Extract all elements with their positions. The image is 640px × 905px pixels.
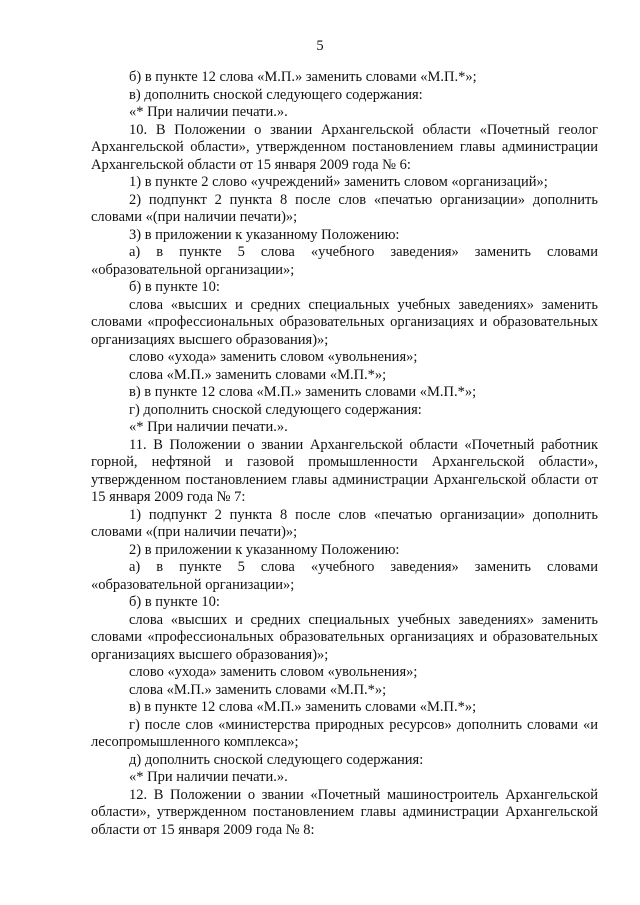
paragraph: 11. В Положении о звании Архангельской области «Почетный работник горной, нефтяной и газовой промышленности Архангельской области», утвержденном постановлением главы администрации Архангельской области от 15 января 2009 года № 7:	[91, 436, 598, 505]
document-body	[91, 69, 598, 839]
paragraph: «* При наличии печати.».	[129, 769, 288, 785]
paragraph: слово «ухода» заменить словом «увольнения»;	[129, 349, 418, 365]
paragraph: слова «М.П.» заменить словами «М.П.*»;	[129, 366, 387, 383]
paragraph: 10. В Положении о звании Архангельской области «Почетный геолог Архангельской области», утвержденном постановлением главы администрации Архангельской области от 15 января 2009 года № 6:	[91, 121, 598, 173]
paragraph: 3) в приложении к указанному Положению:	[129, 226, 400, 243]
paragraph: г) дополнить сноской следующего содержания:	[129, 401, 422, 418]
paragraph: слова «высших и средних специальных учебных заведениях» заменить словами «профессиональных образовательных организациях и образовательных организациях высшего образования)»;	[91, 611, 598, 663]
paragraph: «* При наличии печати.».	[129, 419, 288, 435]
paragraph: д) дополнить сноской следующего содержания:	[129, 751, 424, 768]
paragraph: а) в пункте 5 слова «учебного заведения» заменить словами «образовательной организации»;	[91, 244, 598, 278]
paragraph: 12. В Положении о звании «Почетный машиностроитель Архангельской области», утвержденном постановлением главы администрации Архангельской области от 15 января 2009 года № 8:	[91, 786, 598, 838]
paragraph: г) после слов «министерства природных ресурсов» дополнить словами «и лесопромышленного комплекса»;	[91, 716, 598, 750]
paragraph: «* При наличии печати.».	[129, 104, 288, 120]
paragraph: б) в пункте 12 слова «М.П.» заменить словами «М.П.*»;	[129, 69, 477, 85]
paragraph: в) дополнить сноской следующего содержания:	[129, 86, 423, 103]
paragraph: 2) подпункт 2 пункта 8 после слов «печатью организации» дополнить словами «(при наличии печати)»;	[91, 191, 598, 225]
paragraph: б) в пункте 10:	[129, 279, 220, 295]
paragraph: в) в пункте 12 слова «М.П.» заменить словами «М.П.*»;	[129, 384, 477, 400]
paragraph: в) в пункте 12 слова «М.П.» заменить словами «М.П.*»;	[129, 699, 477, 715]
paragraph: 1) подпункт 2 пункта 8 после слов «печатью организации» дополнить словами «(при наличии печати)»;	[91, 506, 598, 540]
paragraph: слова «М.П.» заменить словами «М.П.*»;	[129, 681, 387, 698]
paragraph: слово «ухода» заменить словом «увольнения»;	[129, 664, 418, 680]
paragraph: слова «высших и средних специальных учебных заведениях» заменить словами «профессиональных образовательных организациях и образовательных организациях высшего образования)»;	[91, 296, 598, 348]
paragraph: 1) в пункте 2 слово «учреждений» заменить словом «организаций»;	[129, 174, 548, 190]
page-number: 5	[316, 38, 324, 54]
paragraph: а) в пункте 5 слова «учебного заведения» заменить словами «образовательной организации»;	[91, 559, 598, 593]
paragraph: 2) в приложении к указанному Положению:	[129, 541, 400, 558]
paragraph: б) в пункте 10:	[129, 594, 220, 610]
